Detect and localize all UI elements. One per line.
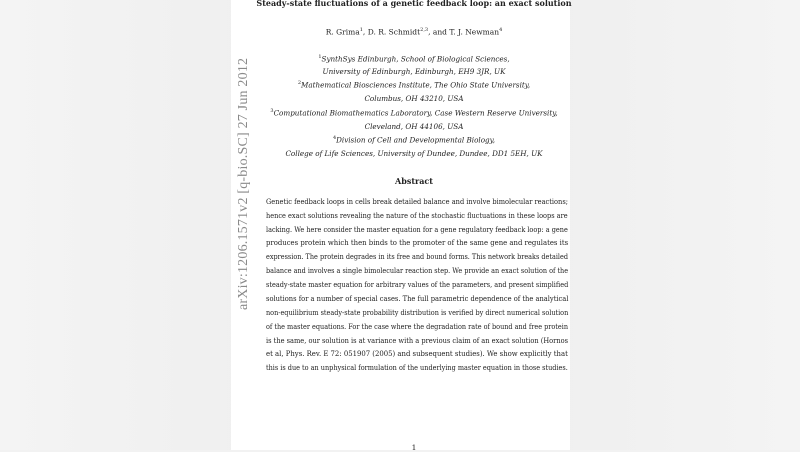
page-number: 1: [411, 443, 417, 452]
abstract-line: lacking. We here consider the master equation for a gene regulatory feedback loop: a gene: [266, 225, 568, 234]
abstract-line: expression. The protein degrades in its free and bound forms. This network breaks detailed: [266, 252, 568, 261]
abstract-line: solutions for a number of special cases. The full parametric dependence of the analytical: [266, 294, 569, 303]
line-text: Steady-state fluctuations of a genetic feedback loop: an exact solution: [256, 0, 572, 8]
affil-mark: 3: [270, 108, 274, 114]
affiliation-line: [231, 149, 597, 158]
line-text: Columbus, OH 43210, USA: [364, 94, 464, 103]
abstract-line: is the same, our solution is at variance with a previous claim of an exact solution (Hornos: [266, 336, 569, 345]
author-name: T. J. Newman: [449, 27, 500, 37]
author-affil-mark: 1: [359, 27, 363, 33]
affiliation-line: [231, 122, 597, 131]
affil-mark: 4: [332, 135, 337, 141]
paper-title: [231, 0, 597, 8]
author-affil-mark: 2,3: [420, 27, 429, 33]
abstract-line: balance and involves a single bimolecular reaction step. We provide an exact solution of the: [266, 266, 569, 275]
line-text: [318, 54, 509, 63]
line-text: [298, 80, 530, 89]
abstract-line: this is due to an unphysical formulation of the underlying master equation in those studies.: [266, 363, 568, 372]
author-affil-mark: 4: [499, 27, 503, 33]
line-text: College of Life Sciences, University of Dundee, Dundee, DD1 5EH, UK: [285, 149, 543, 158]
affiliation-line: [231, 67, 597, 76]
affiliation-line: [231, 135, 597, 144]
author-list: [231, 27, 597, 37]
arxiv-stamp: arXiv:1206.1571v2 [q-bio.SC] 27 Jun 2012: [236, 57, 251, 310]
affil-text: Mathematical Biosciences Institute, The Ohio State University,: [301, 80, 531, 90]
author-separator: ,: [362, 27, 368, 37]
author-separator: , and: [428, 27, 450, 37]
line-text: [270, 108, 557, 117]
abstract-line: steady-state master equation for arbitrary values of the parameters, and present simplified: [266, 280, 569, 289]
abstract-line: et al, Phys. Rev. E 72: 051907 (2005) and subsequent studies). We show explicitly that: [266, 349, 568, 358]
author-name: D. R. Schmidt: [367, 27, 421, 37]
abstract-heading: Abstract: [395, 176, 433, 186]
author-name: R. Grima: [325, 27, 360, 37]
affil-text: Computational Biomathematics Laboratory, Case Western Reserve University,: [273, 108, 558, 118]
affiliation-line: [231, 94, 597, 103]
abstract-line: produces protein which then binds to the promoter of the same gene and regulates its: [266, 238, 569, 247]
affiliation-line: [231, 108, 597, 117]
affil-mark: 1: [318, 54, 322, 60]
affiliation-line: [231, 54, 597, 63]
affil-text: Division of Cell and Developmental Biology,: [336, 135, 496, 145]
abstract-line: Genetic feedback loops in cells break detailed balance and involve bimolecular reactions;: [266, 197, 568, 206]
affiliation-line: [231, 80, 597, 89]
line-text: University of Edinburgh, Edinburgh, EH9 3JR, UK: [322, 67, 506, 76]
affil-text: SynthSys Edinburgh, School of Biological Sciences,: [321, 54, 510, 64]
line-text: Cleveland, OH 44106, USA: [364, 122, 464, 131]
abstract-line: of the master equations. For the case where the degradation rate of bound and free protein: [266, 322, 569, 331]
abstract-line: hence exact solutions revealing the nature of the stochastic fluctuations in these loops are: [266, 211, 568, 220]
line-text: [333, 135, 495, 144]
affil-mark: 2: [297, 80, 302, 86]
line-text: [326, 27, 503, 37]
abstract-line: non-equilibrium steady-state probability distribution is verified by direct numerical solution: [266, 308, 569, 317]
